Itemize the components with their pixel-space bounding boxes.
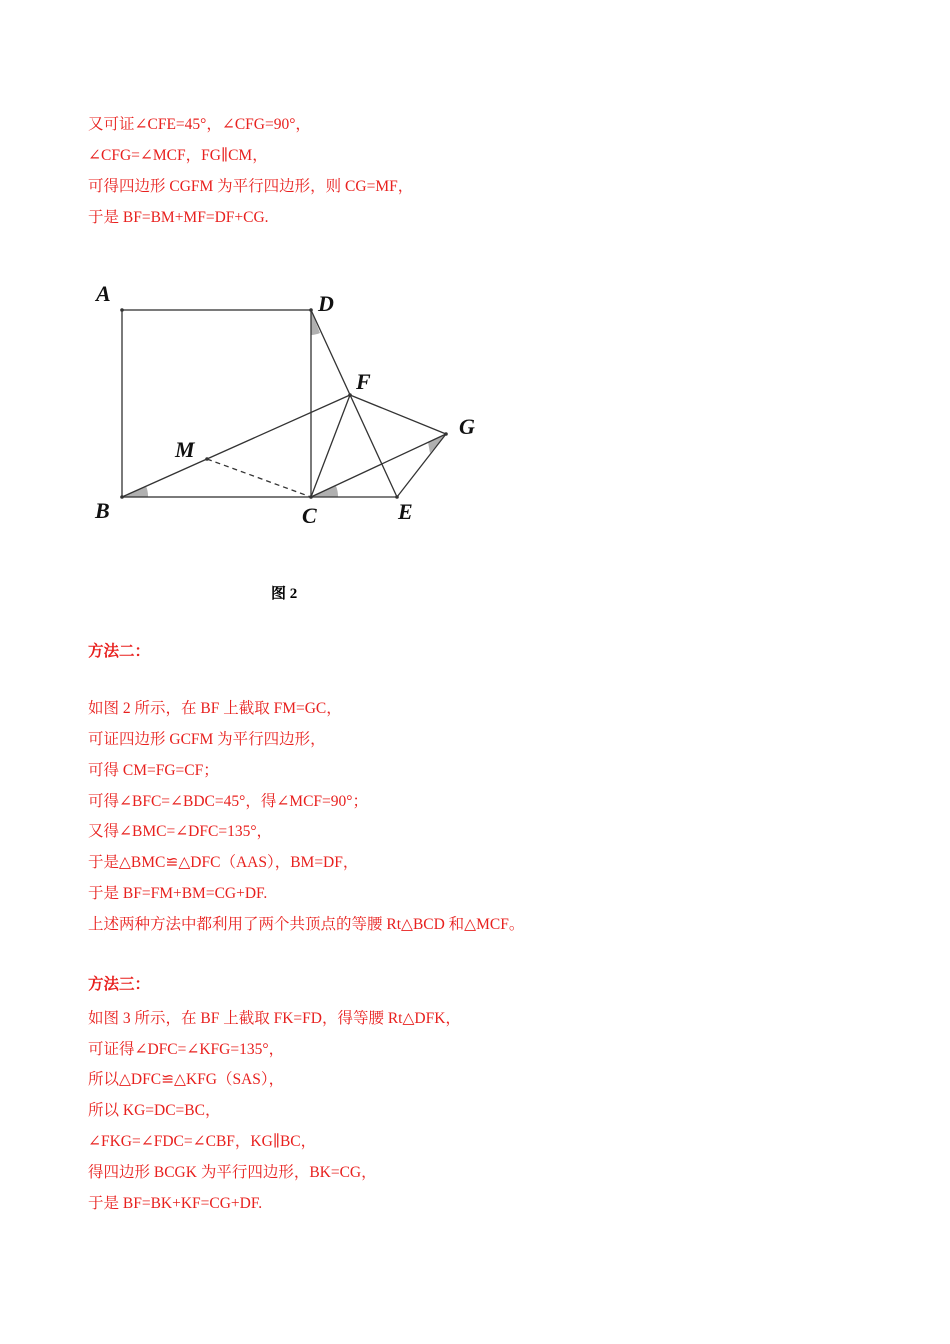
text-line: 于是△BMC≌△DFC（AAS），BM=DF， bbox=[88, 854, 359, 871]
point-label-f: F bbox=[356, 369, 371, 394]
text-line: 可证四边形 GCFM 为平行四边形， bbox=[88, 731, 326, 748]
text-line: 于是 BF=BM+MF=DF+CG. bbox=[88, 209, 269, 226]
text-line: 得四边形 BCGK 为平行四边形，BK=CG， bbox=[88, 1164, 377, 1181]
text-line: ∠FKG=∠FDC=∠CBF，KG∥BC， bbox=[88, 1133, 317, 1150]
point-label-c: C bbox=[302, 503, 317, 528]
text-line: 于是 BF=FM+BM=CG+DF. bbox=[88, 885, 268, 902]
text-line: 所以△DFC≌△KFG（SAS）， bbox=[88, 1071, 285, 1088]
text-line: 可得 CM=FG=CF； bbox=[88, 762, 219, 779]
text-line: 上述两种方法中都利用了两个共顶点的等腰 Rt△BCD 和△MCF。 bbox=[88, 916, 525, 933]
segment-fg bbox=[350, 395, 446, 434]
method3-heading: 方法三： bbox=[88, 976, 151, 993]
text-line: 又得∠BMC=∠DFC=135°， bbox=[88, 823, 273, 840]
geometry-figure bbox=[90, 275, 510, 545]
method2-heading: 方法二： bbox=[88, 643, 151, 660]
point-label-e: E bbox=[398, 499, 413, 524]
text-line: 如图 3 所示，在 BF 上截取 FK=FD，得等腰 Rt△DFK， bbox=[88, 1010, 461, 1027]
text-line: ∠CFG=∠MCF，FG∥CM， bbox=[88, 147, 268, 164]
text-line: 可证得∠DFC=∠KFG=135°， bbox=[88, 1041, 285, 1058]
segment-mc-dashed bbox=[207, 459, 311, 497]
point-label-m: M bbox=[175, 437, 195, 462]
text-line: 所以 KG=DC=BC， bbox=[88, 1102, 221, 1119]
point-label-g: G bbox=[459, 414, 475, 439]
figure-caption: 图 2 bbox=[271, 586, 298, 602]
text-line: 可得四边形 CGFM 为平行四边形，则 CG=MF， bbox=[88, 178, 414, 195]
segment-ge bbox=[397, 434, 446, 497]
point-label-b: B bbox=[95, 498, 110, 523]
segment-de bbox=[311, 310, 397, 497]
text-line: 可得∠BFC=∠BDC=45°，得∠MCF=90°； bbox=[88, 793, 368, 810]
text-line: 于是 BF=BK+KF=CG+DF. bbox=[88, 1195, 263, 1212]
text-line: 又可证∠CFE=45°，∠CFG=90°， bbox=[88, 116, 311, 133]
text-line: 如图 2 所示，在 BF 上截取 FM=GC， bbox=[88, 700, 342, 717]
point-label-a: A bbox=[96, 281, 111, 306]
segment-bf bbox=[122, 395, 350, 497]
point-label-d: D bbox=[318, 291, 334, 316]
square-abcd bbox=[122, 310, 311, 497]
